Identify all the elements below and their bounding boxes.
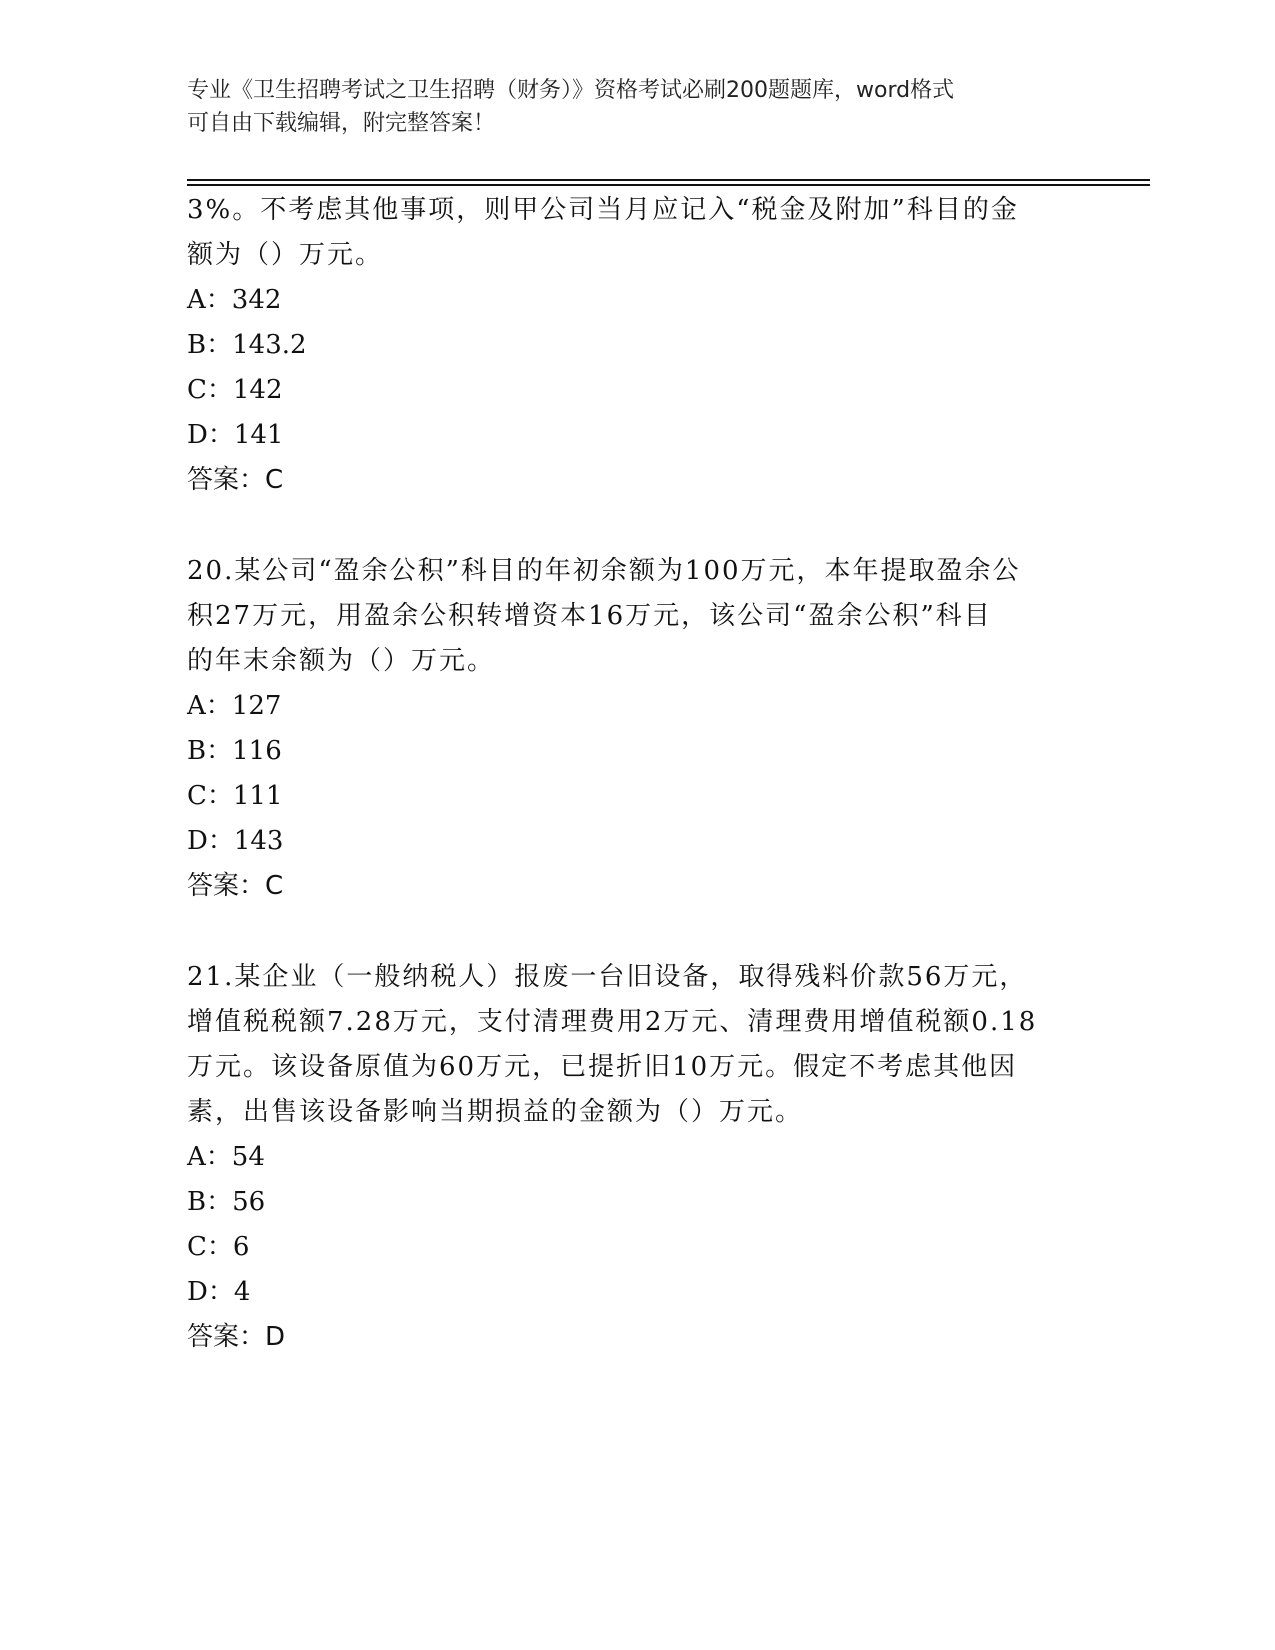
question-19-option-c: C：142: [187, 375, 283, 405]
question-21: [187, 955, 1087, 1360]
question-20-option-b: B：116: [187, 736, 282, 766]
question-19-option-a: A：342: [187, 285, 282, 315]
question-19-option-b: B：143.2: [187, 330, 307, 360]
question-21-option-c: C：6: [187, 1232, 250, 1262]
question-21-text-line-2: 增值税税额7.28万元，支付清理费用2万元、清理费用增值税额0.18: [187, 1007, 1038, 1037]
document-header: [187, 74, 1087, 140]
question-19-option-d: D：141: [187, 420, 284, 450]
question-21-option-a: A：54: [187, 1142, 265, 1172]
question-21-option-d: D：4: [187, 1277, 251, 1307]
question-20-text-line-2: 积27万元，用盈余公积转增资本16万元，该公司“盈余公积”科目: [187, 601, 992, 631]
question-21-answer: 答案：D: [187, 1322, 286, 1352]
question-21-text-line-3: 万元。该设备原值为60万元，已提折旧10万元。假定不考虑其他因: [187, 1052, 1018, 1082]
question-19-text-line-2: 额为（）万元。: [187, 240, 384, 270]
question-19-text-line-1: 3%。不考虑其他事项，则甲公司当月应记入“税金及附加”科目的金: [187, 195, 1019, 225]
question-20-text-line-3: 的年末余额为（）万元。: [187, 646, 496, 676]
header-line-2: 可自由下载编辑，附完整答案！: [187, 111, 496, 136]
question-list: [187, 188, 1087, 1360]
header-line-1: 专业《卫生招聘考试之卫生招聘（财务）》资格考试必刷200题题库，word格式: [187, 78, 955, 103]
question-20-option-a: A：127: [187, 691, 282, 721]
question-19: [187, 188, 1087, 503]
question-21-text-line-1: 21.某企业（一般纳税人）报废一台旧设备，取得残料价款56万元，: [187, 962, 1028, 992]
question-20-text-line-1: 20.某公司“盈余公积”科目的年初余额为100万元，本年提取盈余公: [187, 556, 1021, 586]
question-spacer: [187, 909, 1087, 955]
question-19-answer: 答案：C: [187, 465, 284, 495]
question-20-option-d: D：143: [187, 826, 284, 856]
header-divider-bottom: [187, 184, 1150, 186]
question-21-option-b: B：56: [187, 1187, 266, 1217]
question-20: [187, 549, 1087, 909]
question-21-text-line-4: 素，出售该设备影响当期损益的金额为（）万元。: [187, 1097, 804, 1127]
question-20-option-c: C：111: [187, 781, 283, 811]
question-spacer: [187, 503, 1087, 549]
header-divider-top: [187, 179, 1150, 181]
question-20-answer: 答案：C: [187, 871, 284, 901]
